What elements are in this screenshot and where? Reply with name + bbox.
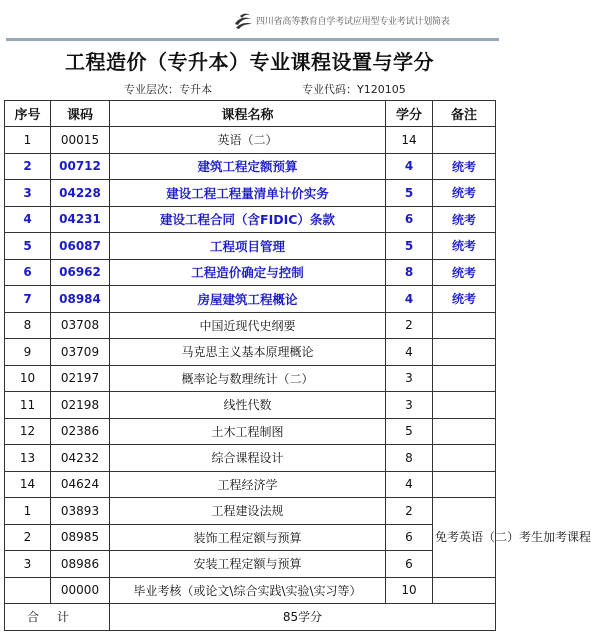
row-code: 06087	[51, 233, 110, 260]
row-credit: 5	[386, 418, 433, 445]
total-row	[5, 604, 496, 631]
table-row	[5, 471, 496, 498]
row-note: 统考	[433, 180, 496, 207]
row-no: 6	[5, 259, 51, 286]
row-note	[433, 392, 496, 419]
page-title: 工程造价（专升本）专业课程设置与学分	[65, 50, 434, 74]
row-name: 线性代数	[110, 392, 386, 419]
row-credit: 8	[386, 259, 433, 286]
table-row	[5, 233, 496, 260]
table-row	[5, 339, 496, 366]
row-name: 房屋建筑工程概论	[110, 286, 386, 313]
row-code: 04232	[51, 445, 110, 472]
row-note: 统考	[433, 259, 496, 286]
row-note	[433, 127, 496, 154]
header-name: 课程名称	[110, 101, 386, 127]
row-note	[433, 339, 496, 366]
row-code: 08984	[51, 286, 110, 313]
table-row	[5, 365, 496, 392]
row-note: 统考	[433, 153, 496, 180]
row-name: 工程项目管理	[110, 233, 386, 260]
row-note: 统考	[433, 233, 496, 260]
row-name: 建设工程合同（含FIDIC）条款	[110, 206, 386, 233]
row-credit: 3	[386, 365, 433, 392]
row-name: 英语（二）	[110, 127, 386, 154]
alt-row-no: 3	[5, 551, 51, 578]
table-row	[5, 418, 496, 445]
row-no: 9	[5, 339, 51, 366]
row-code: 02386	[51, 418, 110, 445]
row-name: 工程经济学	[110, 471, 386, 498]
row-no: 2	[5, 153, 51, 180]
row-credit: 4	[386, 471, 433, 498]
row-no: 5	[5, 233, 51, 260]
row-note: 统考	[433, 206, 496, 233]
row-code: 02198	[51, 392, 110, 419]
alt-row-no: 2	[5, 524, 51, 551]
row-credit: 3	[386, 392, 433, 419]
row-note	[433, 471, 496, 498]
table-row	[5, 206, 496, 233]
table-row	[5, 551, 496, 578]
row-no: 4	[5, 206, 51, 233]
row-note: 统考	[433, 286, 496, 313]
table-header-row	[5, 101, 496, 127]
row-no: 13	[5, 445, 51, 472]
row-credit: 5	[386, 233, 433, 260]
row-code: 03709	[51, 339, 110, 366]
header-caption: 四川省高等教育自学考试应用型专业考试计划简表	[256, 17, 450, 27]
row-no: 7	[5, 286, 51, 313]
row-name: 工程造价确定与控制	[110, 259, 386, 286]
alt-row-no: 1	[5, 498, 51, 525]
row-no: 11	[5, 392, 51, 419]
table-row	[5, 259, 496, 286]
table-row	[5, 498, 496, 525]
alt-row-code: 08986	[51, 551, 110, 578]
row-code: 04231	[51, 206, 110, 233]
grad-credit: 10	[386, 577, 433, 604]
row-credit: 4	[386, 153, 433, 180]
row-credit: 6	[386, 206, 433, 233]
header-code: 课码	[51, 101, 110, 127]
alt-row-code: 03893	[51, 498, 110, 525]
row-note	[433, 418, 496, 445]
row-name: 土木工程制图	[110, 418, 386, 445]
total-value: 85学分	[110, 604, 496, 631]
alt-row-credit: 6	[386, 524, 433, 551]
row-code: 04624	[51, 471, 110, 498]
grad-code: 00000	[51, 577, 110, 604]
row-credit: 14	[386, 127, 433, 154]
row-note	[433, 365, 496, 392]
row-code: 04228	[51, 180, 110, 207]
header-note: 备注	[433, 101, 496, 127]
alt-courses-note: 免考英语（二）考生加考课程	[433, 498, 496, 578]
table-row	[5, 153, 496, 180]
table-row	[5, 180, 496, 207]
row-code: 00712	[51, 153, 110, 180]
row-name: 概率论与数理统计（二）	[110, 365, 386, 392]
row-credit: 2	[386, 312, 433, 339]
grad-name: 毕业考核（或论文\综合实践\实验\实习等）	[110, 577, 386, 604]
row-name: 综合课程设计	[110, 445, 386, 472]
row-no: 12	[5, 418, 51, 445]
total-label: 合计	[5, 604, 110, 631]
alt-row-credit: 6	[386, 551, 433, 578]
alt-row-name: 安装工程定额与预算	[110, 551, 386, 578]
row-name: 马克思主义基本原理概论	[110, 339, 386, 366]
table-row	[5, 392, 496, 419]
row-no: 10	[5, 365, 51, 392]
row-code: 03708	[51, 312, 110, 339]
row-code: 02197	[51, 365, 110, 392]
row-no: 1	[5, 127, 51, 154]
header-divider	[6, 38, 499, 41]
row-credit: 5	[386, 180, 433, 207]
alt-row-credit: 2	[386, 498, 433, 525]
row-no: 8	[5, 312, 51, 339]
row-code: 00015	[51, 127, 110, 154]
alt-row-name: 工程建设法规	[110, 498, 386, 525]
row-name: 建筑工程定额预算	[110, 153, 386, 180]
table-row	[5, 577, 496, 604]
grad-note	[433, 577, 496, 604]
row-note	[433, 312, 496, 339]
table-row	[5, 127, 496, 154]
course-table	[4, 100, 591, 631]
row-credit: 4	[386, 339, 433, 366]
header-credit: 学分	[386, 101, 433, 127]
table-body	[5, 127, 591, 631]
alt-row-code: 08985	[51, 524, 110, 551]
row-name: 建设工程工程量清单计价实务	[110, 180, 386, 207]
grad-no	[5, 577, 51, 604]
row-note	[433, 445, 496, 472]
row-no: 3	[5, 180, 51, 207]
table-row	[5, 286, 496, 313]
row-credit: 8	[386, 445, 433, 472]
major-code: 专业代码：Y120105	[302, 83, 406, 96]
alt-row-name: 装饰工程定额与预算	[110, 524, 386, 551]
header-no: 序号	[5, 101, 51, 127]
row-no: 14	[5, 471, 51, 498]
row-name: 中国近现代史纲要	[110, 312, 386, 339]
table-row	[5, 312, 496, 339]
page-header	[0, 0, 499, 40]
sichuan-exam-logo-icon	[232, 10, 254, 32]
row-code: 06962	[51, 259, 110, 286]
table-row	[5, 524, 496, 551]
major-level: 专业层次：专升本	[124, 83, 212, 96]
row-credit: 4	[386, 286, 433, 313]
table-row	[5, 445, 496, 472]
